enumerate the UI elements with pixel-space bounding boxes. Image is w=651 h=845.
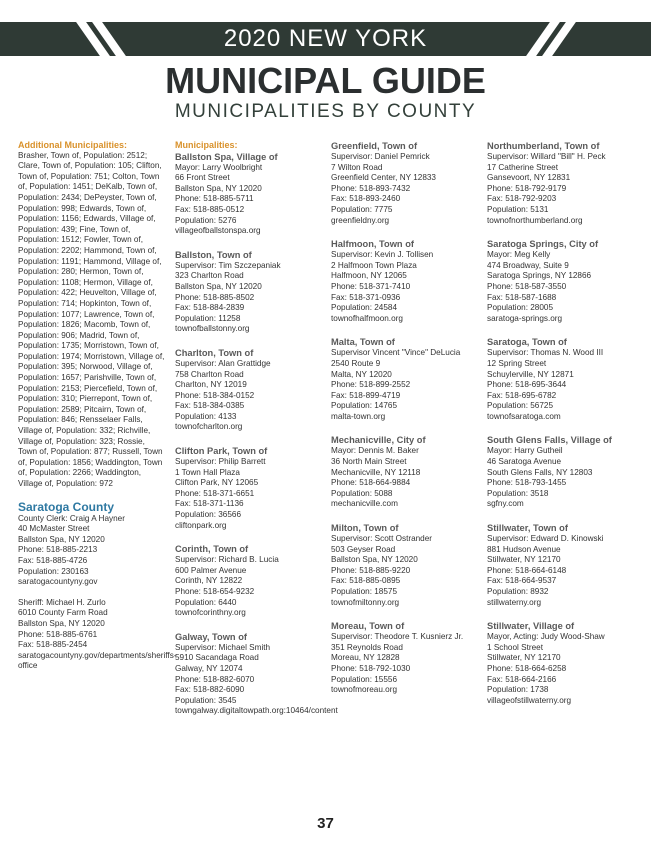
municipality-line: Phone: 518-893-7432 (331, 183, 411, 193)
municipality-line: Mechanicville, NY 12118 (331, 467, 421, 477)
municipality-line: Population: 5088 (331, 488, 393, 498)
municipality-line: Schuylerville, NY 12871 (487, 369, 574, 379)
municipality-line: Stillwater, NY 12170 (487, 555, 561, 565)
municipality-line: Population: 14765 (331, 401, 398, 411)
municipality-line: Mayor: Larry Woolbright (175, 162, 263, 172)
municipality-line: Fax: 518-371-1136 (175, 499, 244, 509)
municipality-line: Population: 11258 (175, 313, 241, 323)
municipality-line: Population: 28005 (487, 303, 554, 313)
municipality-line: Fax: 518-792-9203 (487, 194, 557, 204)
municipality-title: Saratoga Springs, City of (487, 239, 599, 250)
municipality-line: 351 Reynolds Road (331, 642, 403, 652)
municipality-line: Phone: 518-885-9220 (331, 565, 411, 575)
municipality-line: 36 North Main Street (331, 457, 407, 467)
municipality-line: Supervisor: Scott Ostrander (331, 534, 433, 544)
county-line: 40 McMaster Street (18, 524, 90, 534)
municipality-line: Phone: 518-371-6651 (175, 488, 255, 498)
municipality-line: Population: 4133 (175, 411, 237, 421)
county-line: County Clerk: Craig A Hayner (18, 513, 125, 523)
municipality-title: Stillwater, Town of (487, 523, 568, 534)
municipality-title: Galway, Town of (175, 631, 247, 642)
municipality-entry (487, 336, 639, 422)
municipality-line: Stillwater, NY 12170 (487, 653, 561, 663)
additional-municipalities-heading: Additional Municipalities: (18, 140, 128, 150)
municipality-entry (331, 522, 481, 608)
municipality-line: Fax: 518-899-4719 (331, 390, 401, 400)
municipality-website[interactable]: stillwaterny.org (487, 597, 541, 607)
municipality-website[interactable]: villageofballstonspa.org (175, 226, 261, 236)
municipality-line: Saratoga Springs, NY 12866 (487, 271, 592, 281)
municipality-website[interactable]: mechanicville.com (331, 499, 398, 509)
municipality-line: Population: 18575 (331, 587, 398, 596)
municipality-website[interactable]: towngalway.digitaltowpath.org:10464/content (175, 706, 338, 716)
municipality-website[interactable]: townofballstonny.org (175, 324, 250, 334)
municipality-title: Mechanicville, City of (331, 435, 426, 446)
municipality-line: South Glens Falls, NY 12803 (487, 467, 593, 477)
municipality-line: 323 Charlton Road (175, 271, 244, 281)
municipality-line: Supervisor: Richard B. Lucia (175, 555, 279, 565)
municipality-line: Supervisor: Willard "Bill" H. Peck (487, 152, 606, 161)
municipality-entry (175, 543, 325, 619)
municipality-line: 2540 Route 9 (331, 358, 381, 368)
banner-title: 2020 NEW YORK (223, 25, 428, 52)
municipality-title: Northumberland, Town of (487, 141, 600, 151)
municipality-title: Milton, Town of (331, 523, 399, 534)
municipality-line: Supervisor: Philip Barrett (175, 457, 266, 467)
municipality-line: Fax: 518-885-0895 (331, 576, 401, 586)
municipality-line: Fax: 518-384-0385 (175, 401, 245, 411)
municipality-website[interactable]: townofmiltonny.org (331, 597, 400, 607)
municipality-line: Supervisor: Kevin J. Tollisen (331, 250, 434, 260)
county-line: Ballston Spa, NY 12020 (18, 534, 105, 544)
municipality-line: 7 Wilton Road (331, 162, 383, 172)
municipality-line: Ballston Spa, NY 12020 (175, 183, 262, 193)
municipality-line: Mayor, Acting: Judy Wood-Shaw (487, 632, 605, 642)
municipality-entry (175, 347, 325, 433)
municipality-line: Halfmoon, NY 12065 (331, 271, 407, 281)
municipality-line: Fax: 518-893-2460 (331, 194, 401, 204)
municipality-entry (487, 140, 639, 226)
sheriff-block (18, 597, 177, 672)
municipality-line: Supervisor: Theodore T. Kusnierz Jr. (331, 632, 464, 642)
additional-municipalities-text: Brasher, Town of, Population: 2512; Clare, Town of, Population: 105; Clifton, Town of, Population: 751; Colton, Town of, Population: 1451; DeKalb, Town of, Population: 2434; DePeyster, Town of, Population: 998; Edwards, Town of, Population: 1156; Edwards, Village of, Population: 439; Fine, Town of, Population: 1512; Fowler, Town of, Population: 2202; Hammond, Town of, Population: 1191; Hammond, Village of, Population: 280; Hermon, Town of, Population: 1108; Hermon, Village of, Population: 422; Heuvelton, Village of, Population: 714; Hopkinton, Town of, Population: 1077; Lawrence, Town of, Population: 1826; Macomb, Town of, Population: 906; Madrid, Town of, Population: 1735; Morristown, Town of, Population: 1974; Morristown, Village of, Population: 395; Norwood, Village of, Population: 1657; Parishville, Town of, Population: 2153; Piercefield, Town of, Population: 310; Pierrepont, Town of, Population: 2589; Pitcairn, Town of, Population: 846; Rensselaer Falls, Village of, Population: 332; Richville, Village of, Population: 323; Rossie, Town of, Population: 877; Russell, Town of, Population: 1856; Waddington, Town of, Population: 2266; Waddington, Village of, Population: 972 (18, 150, 165, 488)
municipality-line: Fax: 518-695-6782 (487, 390, 557, 400)
municipality-line: 46 Saratoga Avenue (487, 457, 562, 467)
municipality-entry (175, 631, 338, 717)
municipality-line: Phone: 518-695-3644 (487, 380, 567, 390)
municipality-line: Phone: 518-899-2552 (331, 380, 411, 390)
municipality-line: Population: 36566 (175, 510, 242, 520)
column-3 (331, 140, 481, 708)
municipality-line: 66 Front Street (175, 173, 230, 183)
municipality-website[interactable]: malta-town.org (331, 411, 386, 421)
municipality-website[interactable]: saratoga-springs.org (487, 313, 563, 323)
municipality-line: Phone: 518-792-1030 (331, 663, 411, 673)
page-title: MUNICIPAL GUIDE (165, 60, 486, 101)
municipality-line: 1 School Street (487, 642, 543, 652)
municipality-line: Population: 7775 (331, 204, 393, 214)
municipality-line: Phone: 518-371-7410 (331, 281, 411, 291)
municipality-line: 5910 Sacandaga Road (175, 653, 259, 663)
municipality-entry (175, 445, 325, 531)
municipality-title: Moreau, Town of (331, 621, 405, 632)
municipality-line: 474 Broadway, Suite 9 (487, 260, 569, 270)
municipality-line: Corinth, NY 12822 (175, 576, 243, 586)
municipality-line: Phone: 518-885-5711 (175, 194, 254, 204)
municipality-line: Phone: 518-664-6148 (487, 565, 567, 575)
column-4 (487, 140, 639, 718)
municipality-title: Greenfield, Town of (331, 141, 418, 151)
municipality-line: Mayor: Meg Kelly (487, 250, 551, 260)
municipality-title: Charlton, Town of (175, 347, 254, 358)
municipality-entry (331, 434, 481, 510)
page-subtitle: MUNICIPALITIES BY COUNTY (174, 101, 477, 122)
municipality-entry (487, 434, 639, 510)
municipality-title: Ballston Spa, Village of (175, 151, 278, 162)
municipality-line: Phone: 518-654-9232 (175, 587, 255, 596)
county-line: Fax: 518-885-4726 (18, 555, 88, 565)
county-line: Phone: 518-885-2213 (18, 545, 98, 555)
municipality-line: Fax: 518-664-2166 (487, 674, 557, 684)
municipality-title: South Glens Falls, Village of (487, 435, 612, 446)
municipality-line: Phone: 518-792-9179 (487, 183, 567, 193)
municipality-line: Supervisor: Alan Grattidge (175, 358, 271, 368)
municipality-website[interactable]: cliftonpark.org (175, 520, 227, 530)
municipality-line: Phone: 518-587-3550 (487, 281, 567, 291)
municipality-title: Malta, Town of (331, 337, 395, 348)
municipality-line: Population: 5131 (487, 204, 549, 214)
entries (175, 151, 338, 717)
municipality-line: Population: 6440 (175, 597, 237, 607)
municipality-website[interactable]: villageofstillwaterny.org (487, 695, 572, 705)
column-2 (175, 140, 338, 729)
municipality-line: Population: 3518 (487, 488, 549, 498)
municipality-title: Saratoga, Town of (487, 337, 567, 348)
municipality-line: Mayor: Harry Gutheil (487, 446, 563, 456)
municipality-website[interactable]: sgfny.com (487, 499, 524, 509)
municipality-line: Fax: 518-884-2839 (175, 303, 245, 313)
municipality-line: 600 Palmer Avenue (175, 565, 247, 575)
municipality-line: 2 Halfmoon Town Plaza (331, 260, 417, 270)
municipality-line: Malta, NY 12020 (331, 369, 392, 379)
municipality-line: Population: 24584 (331, 303, 398, 313)
municipality-website[interactable]: townofsaratoga.com (487, 411, 561, 421)
entries (331, 140, 481, 696)
municipality-line: Supervisor: Thomas N. Wood III (487, 348, 604, 358)
municipality-line: Moreau, NY 12828 (331, 653, 400, 663)
municipality-line: Fax: 518-371-0936 (331, 292, 401, 302)
municipality-website[interactable]: townofcorinthny.org (175, 608, 246, 618)
municipality-entry (487, 238, 639, 324)
municipality-line: Phone: 518-664-6258 (487, 663, 567, 673)
municipality-website[interactable]: townofnorthumberland.org (487, 215, 583, 225)
municipality-line: 1 Town Hall Plaza (175, 467, 240, 477)
municipality-line: Mayor: Dennis M. Baker (331, 446, 419, 456)
municipality-line: Population: 5276 (175, 215, 237, 225)
sheriff-line: Ballston Spa, NY 12020 (18, 618, 105, 628)
sheriff-line: Sheriff: Michael H. Zurlo (18, 597, 106, 607)
municipality-entry (487, 620, 639, 706)
municipality-entry (331, 238, 481, 324)
municipality-line: Gansevoort, NY 12831 (487, 173, 571, 183)
municipality-line: Fax: 518-664-9537 (487, 576, 557, 586)
municipality-website[interactable]: greenfieldny.org (331, 215, 390, 225)
municipality-line: Fax: 518-587-1688 (487, 292, 557, 302)
municipality-line: Clifton Park, NY 12065 (175, 478, 259, 488)
municipality-entry (331, 336, 481, 422)
municipality-line: Supervisor Vincent "Vince" DeLucia (331, 348, 461, 358)
municipality-line: Fax: 518-882-6090 (175, 685, 245, 695)
county-heading: Saratoga County (18, 499, 115, 514)
municipality-entry (175, 249, 325, 335)
municipality-entry (331, 620, 481, 696)
municipality-line: Population: 56725 (487, 401, 554, 411)
municipality-line: Supervisor: Michael Smith (175, 642, 271, 652)
municipality-entry (175, 151, 325, 237)
municipality-line: Population: 15556 (331, 674, 398, 684)
sheriff-line: 6010 County Farm Road (18, 608, 108, 618)
municipality-line: Greenfield Center, NY 12833 (331, 173, 436, 183)
municipality-line: 503 Geyser Road (331, 544, 396, 554)
county-website[interactable]: saratogacountyny.gov (18, 577, 98, 587)
municipality-line: 881 Hudson Avenue (487, 544, 561, 554)
municipality-line: Population: 1738 (487, 685, 549, 695)
municipality-website[interactable]: townofhalfmoon.org (331, 313, 403, 323)
page-number: 37 (317, 815, 334, 832)
municipality-entry (487, 522, 639, 608)
municipality-title: Ballston, Town of (175, 249, 252, 260)
municipality-line: 17 Catherine Street (487, 162, 559, 172)
municipality-website[interactable]: townofmoreau.org (331, 685, 397, 695)
sheriff-line: Phone: 518-885-6761 (18, 629, 98, 639)
sheriff-website[interactable]: saratogacountyny.gov/departments/sheriffs-office (18, 650, 177, 671)
municipality-line: Phone: 518-793-1455 (487, 478, 567, 488)
county-line: Population: 230163 (18, 566, 89, 576)
municipality-title: Halfmoon, Town of (331, 239, 414, 250)
municipality-line: Ballston Spa, NY 12020 (331, 555, 418, 565)
municipality-line: Population: 3545 (175, 695, 237, 705)
municipality-line: Supervisor: Daniel Pemrick (331, 152, 430, 161)
municipality-title: Corinth, Town of (175, 544, 249, 555)
municipality-line: Phone: 518-664-9884 (331, 478, 411, 488)
municipality-line: Charlton, NY 12019 (175, 380, 247, 390)
municipality-line: Supervisor: Edward D. Kinowski (487, 534, 604, 544)
municipality-line: Population: 8932 (487, 587, 549, 596)
municipality-website[interactable]: townofcharlton.org (175, 422, 243, 432)
municipality-line: Ballston Spa, NY 12020 (175, 281, 262, 291)
entries (487, 140, 639, 706)
municipality-line: Phone: 518-882-6070 (175, 674, 255, 684)
column-1 (18, 140, 177, 672)
municipality-line: Supervisor: Tim Szczepaniak (175, 260, 281, 270)
municipality-line: 12 Spring Street (487, 358, 547, 368)
sheriff-line: Fax: 518-885-2454 (18, 640, 88, 650)
municipality-line: Galway, NY 12074 (175, 663, 243, 673)
municipality-line: Phone: 518-885-8502 (175, 292, 255, 302)
municipality-line: 758 Charlton Road (175, 369, 244, 379)
municipality-line: Fax: 518-885-0512 (175, 204, 245, 214)
municipality-entry (331, 140, 481, 226)
municipality-title: Clifton Park, Town of (175, 446, 268, 457)
municipality-title: Stillwater, Village of (487, 621, 575, 632)
municipality-line: Phone: 518-384-0152 (175, 390, 255, 400)
county-clerk-block (18, 514, 166, 588)
municipalities-heading: Municipalities: (175, 140, 238, 150)
